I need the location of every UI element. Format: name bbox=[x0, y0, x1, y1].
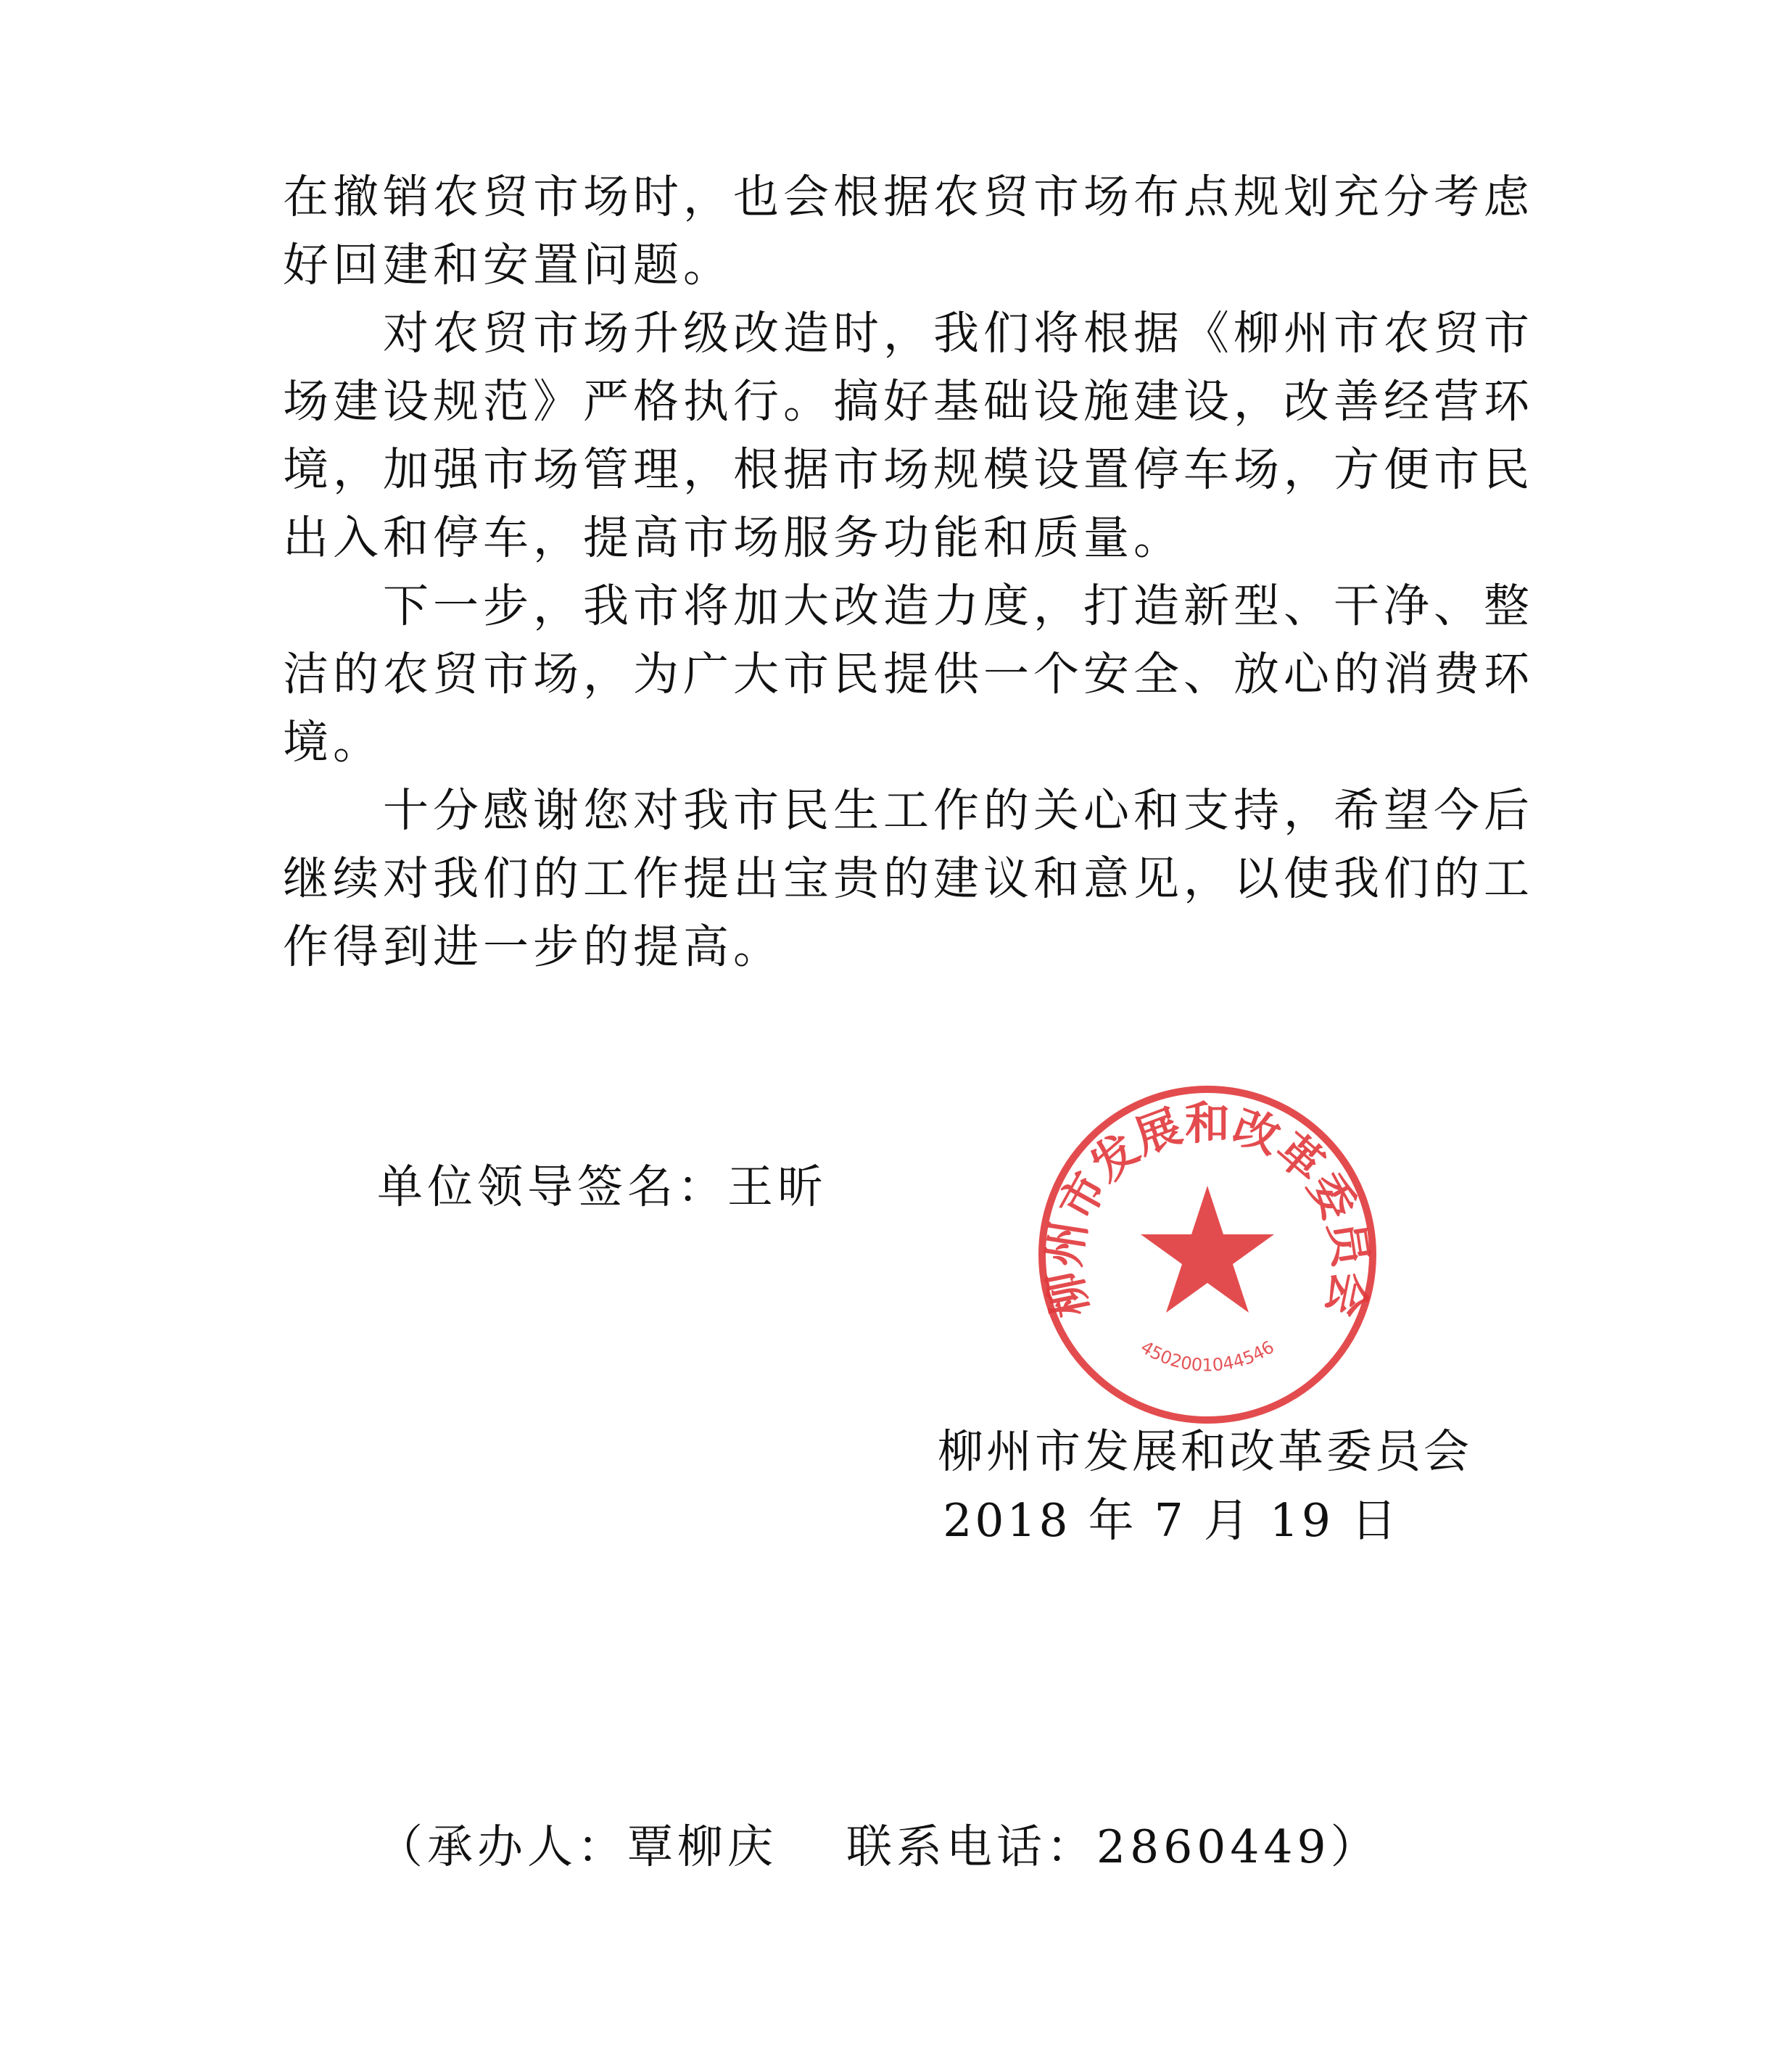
issue-date: 2018 年 7 月 19 日 bbox=[943, 1494, 1400, 1547]
body-line: 洁的农贸市场，为广大市民提供一个安全、放心的消费环 bbox=[283, 648, 1534, 701]
seal-code-text: 4502001044546 bbox=[1137, 1337, 1278, 1376]
issuer-name: 柳州市发展和改革委员会 bbox=[938, 1425, 1472, 1478]
body-line: 出入和停车，提高市场服务功能和质量。 bbox=[283, 511, 1183, 564]
body-line: 好回建和安置问题。 bbox=[283, 239, 733, 292]
body-line: 对农贸市场升级改造时，我们将根据《柳州市农贸市 bbox=[283, 307, 1534, 360]
body-line: 在撤销农贸市场时，也会根据农贸市场布点规划充分考虑 bbox=[283, 170, 1534, 223]
leader-signature-line: 单位领导签名：王昕 bbox=[377, 1160, 827, 1213]
body-line: 境。 bbox=[283, 716, 383, 769]
official-seal-stamp bbox=[1033, 1081, 1381, 1429]
contact-info: （承办人：覃柳庆 联系电话：2860449） bbox=[377, 1820, 1381, 1873]
body-line: 作得到进一步的提高。 bbox=[283, 920, 783, 973]
letter-body bbox=[283, 163, 1534, 981]
body-line: 境，加强市场管理，根据市场规模设置停车场，方便市民 bbox=[283, 443, 1534, 496]
body-line: 继续对我们的工作提出宝贵的建议和意见，以使我们的工 bbox=[283, 852, 1534, 905]
body-line: 场建设规范》严格执行。搞好基础设施建设，改善经营环 bbox=[283, 375, 1534, 428]
body-line: 十分感谢您对我市民生工作的关心和支持，希望今后 bbox=[283, 784, 1534, 837]
body-line: 下一步，我市将加大改造力度，打造新型、干净、整 bbox=[283, 579, 1534, 632]
seal-ring-text: 柳州市发展和改革委员会 bbox=[1036, 1096, 1379, 1322]
svg-text:4502001044546 bbox=[1137, 1337, 1278, 1375]
star-icon bbox=[1141, 1186, 1274, 1313]
